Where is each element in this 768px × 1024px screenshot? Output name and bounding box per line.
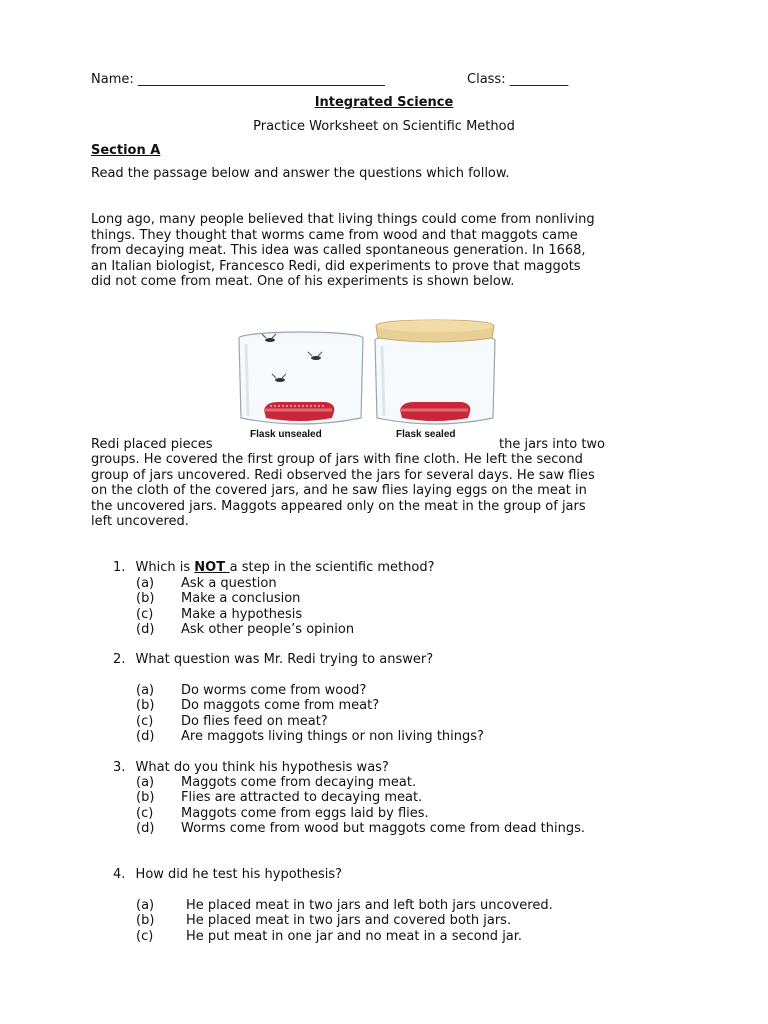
section-heading: Section A bbox=[91, 143, 161, 158]
question-text: What question was Mr. Redi trying to answer? bbox=[135, 652, 434, 667]
passage2-line: on the cloth of the covered jars, and he saw flies laying eggs on the meat in bbox=[91, 483, 587, 498]
question-2 bbox=[113, 652, 433, 668]
page-subtitle: Practice Worksheet on Scientific Method bbox=[253, 119, 515, 134]
question-number: 4. bbox=[113, 867, 126, 882]
question-text: How did he test his hypothesis? bbox=[135, 867, 343, 882]
unsealed-jar bbox=[239, 332, 363, 424]
question-3 bbox=[113, 760, 389, 776]
question-text-pre: Which is bbox=[135, 560, 195, 575]
question-1 bbox=[113, 560, 434, 576]
passage2 bbox=[91, 452, 691, 530]
question-number: 1. bbox=[113, 560, 126, 575]
name-field-label: Name: ______________________________________ bbox=[91, 72, 385, 87]
sealed-jar bbox=[375, 320, 495, 424]
question-emphasis: NOT bbox=[194, 560, 230, 575]
passage bbox=[91, 212, 691, 290]
page-title: Integrated Science bbox=[314, 95, 454, 110]
passage-line: things. They thought that worms came from wood and that maggots came bbox=[91, 227, 578, 243]
passage-line: an Italian biologist, Francesco Redi, did experiments to prove that maggots bbox=[91, 258, 581, 274]
flask-unsealed-label: Flask unsealed bbox=[250, 429, 322, 440]
flask-illustration bbox=[228, 318, 508, 446]
question-number: 2. bbox=[113, 652, 126, 667]
passage2-line: left uncovered. bbox=[91, 514, 189, 529]
instruction-text: Read the passage below and answer the questions which follow. bbox=[91, 166, 510, 181]
cork-icon bbox=[376, 320, 494, 342]
question-text-post: a step in the scientific method? bbox=[229, 560, 435, 575]
class-field-label: Class: _________ bbox=[467, 72, 569, 87]
passage2-line1-right: the jars into two bbox=[499, 437, 606, 452]
passage2-line: group of jars uncovered. Redi observed the jars for several days. He saw flies bbox=[91, 467, 595, 483]
passage-line: Long ago, many people believed that living things could come from nonliving bbox=[91, 212, 595, 227]
passage2-line1-left: Redi placed pieces bbox=[91, 437, 213, 452]
passage-line: did not come from meat. One of his experiments is shown below. bbox=[91, 274, 515, 289]
passage2-line: groups. He covered the first group of jars with fine cloth. He left the second bbox=[91, 452, 583, 467]
worksheet-page: Name: ______________________________________ Class: _________ Integrated Science Practice Worksheet on Scientific Method Section A Read the passage below and answer the questions which follow. Long ago, many people believed that living things could come from nonliving things. They thought that worms came from wood and that maggots came from decaying meat. This idea was called spontaneous generation. In 1668, an Italian biologist, Francesco Redi, did experiments to prove that maggots did not come from meat. One of his experiments is shown below. Flask unsealed Flask sealed Redi placed pieces the jars into two groups. He covered the first group of jars with fine cloth. He left the second group of jars uncovered. Redi observed the jars for several days. He saw flies on the cloth of the covered jars, and he saw flies laying eggs on the meat in the uncovered jars. Maggots appeared only on the meat in the group of jars left uncovered. 1. Which is NOT a step in the scientific method? (a) Ask a question (b) Make a conclusion (c) Make a hypothesis (d) Ask other people’s opinion 2. What question was Mr. Redi trying to answer? (a) Do worms come from wood? (b) Do maggots come from meat? (c) Do flies feed on meat? (d) Are maggots living things or non living things? 3. What do you think his hypothesis was? (a) Maggots come from decaying meat. (b) Flies are attracted to decaying meat. (c) Maggots come from eggs laid by flies. (d) Worms come from wood but maggots come from dead things. 4. How did he test his hypothesis? (a) He placed meat in two jars and left both jars uncovered. (b) He placed meat in two jars and covered both jars. (c) He put meat in one jar and no meat in a second jar. bbox=[0, 0, 768, 1024]
flask-sealed-label: Flask sealed bbox=[396, 429, 456, 440]
question-4 bbox=[113, 867, 342, 883]
passage-line: from decaying meat. This idea was called spontaneous generation. In 1668, bbox=[91, 243, 586, 258]
redi-experiment-figure bbox=[228, 318, 508, 446]
passage2-line: the uncovered jars. Maggots appeared only on the meat in the group of jars bbox=[91, 498, 586, 514]
question-text: What do you think his hypothesis was? bbox=[135, 760, 389, 775]
question-number: 3. bbox=[113, 760, 126, 775]
